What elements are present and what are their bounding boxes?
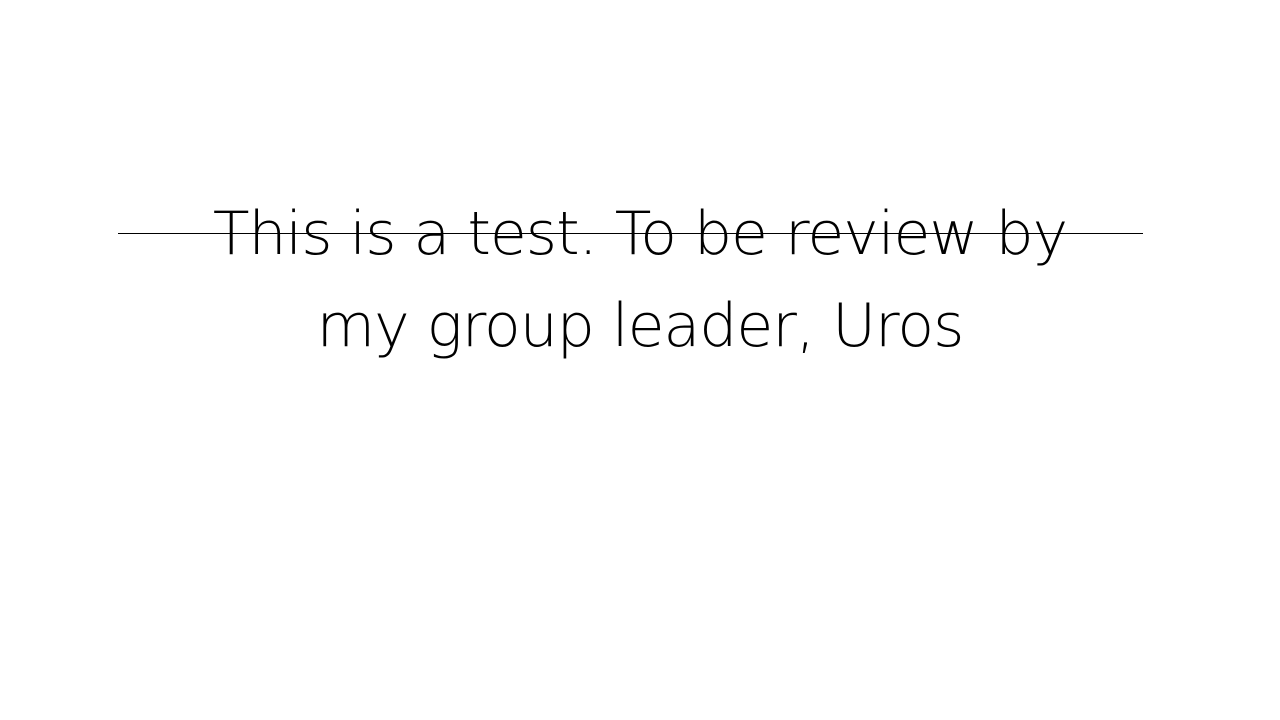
slide-title-line-1: This is a test. To be review by: [212, 199, 1068, 269]
slide-title: [120, 188, 1160, 372]
slide-title-line-2: my group leader, Uros: [316, 291, 964, 361]
horizontal-rule: [118, 233, 1143, 234]
